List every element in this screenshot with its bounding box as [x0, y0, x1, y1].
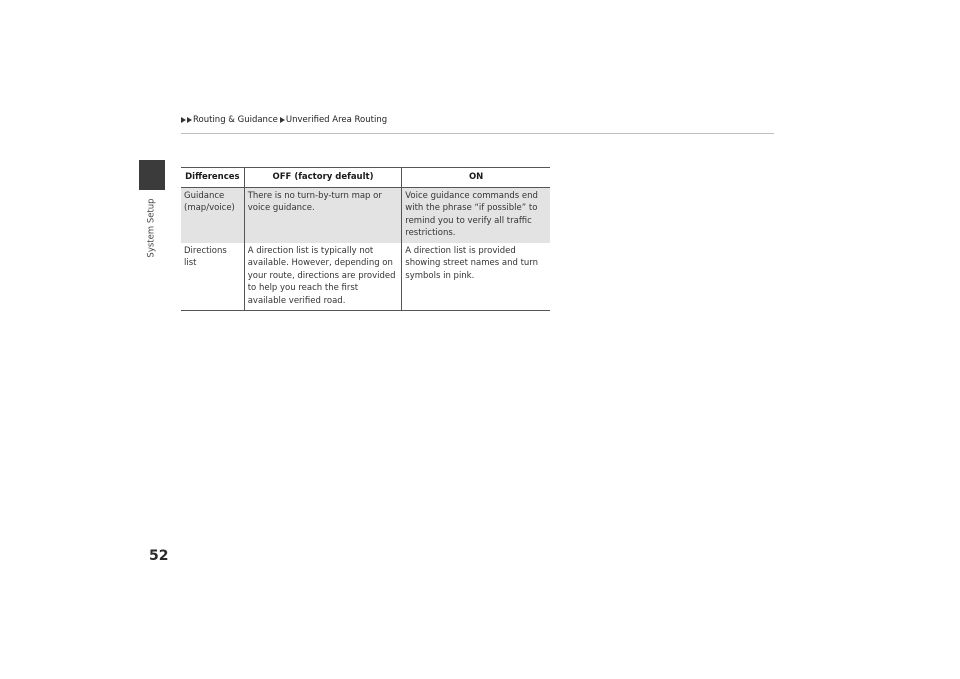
chapter-tab-marker — [139, 160, 165, 190]
breadcrumb-arrow-icon — [187, 117, 192, 123]
page-number: 52 — [149, 548, 169, 564]
header-off: OFF (factory default) — [244, 168, 402, 188]
chapter-side-label — [139, 196, 165, 260]
row-label-directions: Directions list — [181, 243, 244, 311]
breadcrumb-current-page: Unverified Area Routing — [285, 115, 388, 125]
breadcrumb-arrow-icon — [181, 117, 186, 123]
cell-directions-off: A direction list is typically not available. However, depending on your route, directions are provided to help you reach the first available verified road. — [244, 243, 402, 311]
breadcrumb-arrow-icon — [280, 117, 285, 123]
breadcrumb-section-link[interactable]: Routing & Guidance — [193, 115, 278, 125]
header-on: ON — [402, 168, 550, 188]
chapter-label-text: System Setup — [147, 198, 158, 258]
breadcrumb — [181, 115, 387, 125]
cell-directions-on: A direction list is provided showing street names and turn symbols in pink. — [402, 243, 550, 311]
header-divider — [181, 133, 774, 134]
row-label-guidance: Guidance (map/voice) — [181, 187, 244, 243]
cell-guidance-on: Voice guidance commands end with the phrase “if possible” to remind you to verify all traffic restrictions. — [402, 187, 550, 243]
cell-guidance-off: There is no turn-by-turn map or voice guidance. — [244, 187, 402, 243]
table-row-guidance — [181, 187, 550, 243]
table-row-directions — [181, 243, 550, 311]
header-differences: Differences — [181, 168, 244, 188]
differences-table — [181, 167, 550, 311]
table-header-row — [181, 168, 550, 188]
